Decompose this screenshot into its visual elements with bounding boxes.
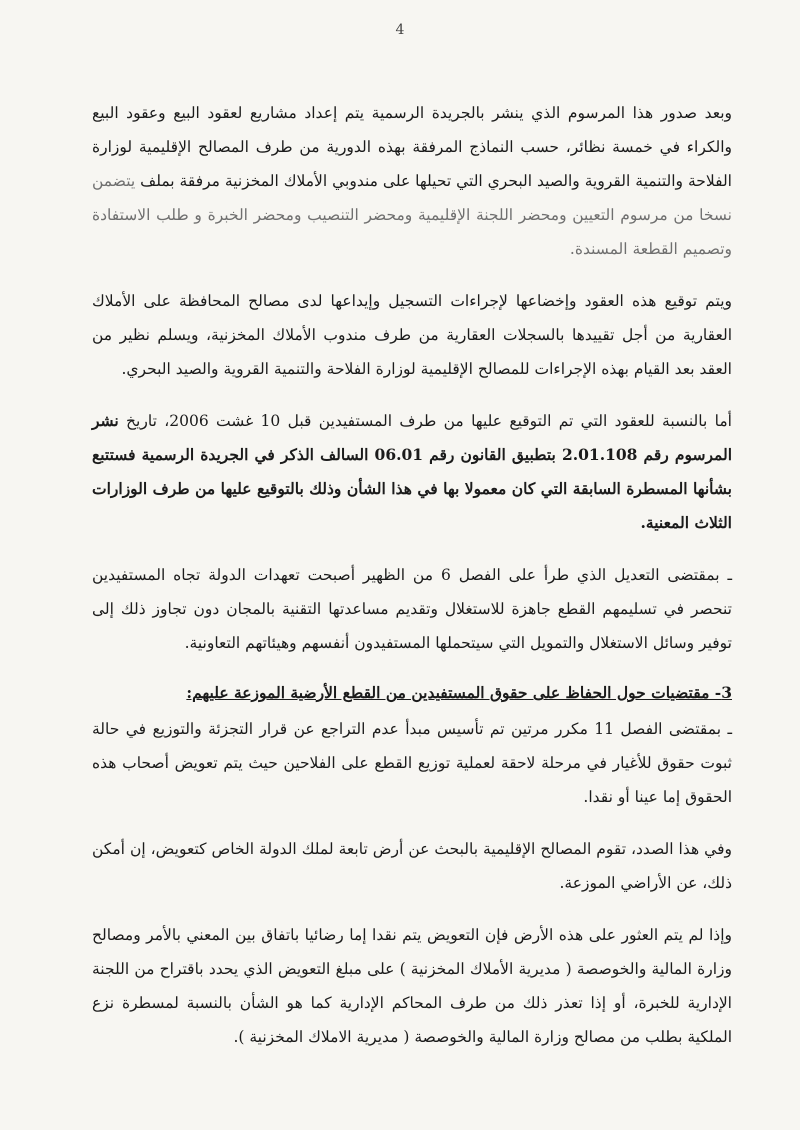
section-heading: 3- مقتضيات حول الحفاظ على حقوق المستفيدين من القطع الأرضية الموزعة عليهم: [186, 683, 732, 702]
page-number: 4 [395, 22, 405, 38]
paragraph-non-reversal-principle: ـ بمقتضى الفصل 11 مكرر مرتين تم تأسيس مبدأ عدم التراجع عن قرار التجزئة والتوزيع في حالة ثبوت حقوق للأغيار في مرحلة لاحقة لعملية توزيع القطع على الفلاحين حيث يتم تعويض أصحاب هذه الحقوق إما عينا أو نقدا. [92, 720, 732, 806]
paragraph-intro-text: أما بالنسبة للعقود التي تم التوقيع عليها من طرف المستفيدين قبل 10 غشت 2006، تاريخ [126, 412, 732, 430]
faded-text-line: يتضمن نسخا من مرسوم التعيين ومحضر اللجنة الإقليمية ومحضر التنصيب ومحضر الخبرة و طلب [92, 172, 732, 224]
paragraph-cash-compensation: وإذا لم يتم العثور على هذه الأرض فإن التعويض يتم نقدا إما رضائيا باتفاق بين المعني بالأمر ومصالح وزارة المالية والخوصصة ( مديرية الأملاك المخزنية ) على مبلغ التعويض الذي يحدد باقتراح من اللجنة الإدارية للخبرة، أو إذا تعذر ذلك من طرف المحاكم الإدارية كما هو الشأن بالنسبة لمسطرة نزع الملكية بطلب من مصالح وزارة المالية والخوصصة ( مديرية الاملاك المخزنية ). [92, 926, 732, 1046]
text-line: وبعد صدور هذا المرسوم الذي ينشر بالجريدة الرسمية يتم إعداد مشاريع لعقود البيع وعقود البيع [92, 104, 732, 122]
paragraph-previous-contracts [92, 404, 732, 540]
text-line: الفلاحة والتنمية القروية والصيد البحري التي تحيلها على مندوبي الأملاك المخزنية مرفقة بملف [140, 172, 732, 190]
paragraph-state-commitments: ـ بمقتضى التعديل الذي طرأ على الفصل 6 من الظهير أصبحت تعهدات الدولة تجاه المستفيدين تنحصر في تسليمهم القطع جاهزة للاستغلال وتقديم مساعدتها التقنية بالمجان دون تجاوز ذلك إلى توفير وسائل الاستغلال والتمويل التي سيتحملها المستفيدون أنفسهم وهيئاتهم التعاونية. [92, 566, 732, 652]
paragraph-contracts-preparation [92, 96, 732, 266]
faded-text-line: الاستفادة وتصميم القطعة المسندة. [92, 206, 732, 258]
document-body [92, 96, 732, 1072]
paragraph-bold-text: نشر المرسوم رقم 2.01.108 بتطبيق القانون رقم 06.01 السالف الذكر في الجريدة الرسمية فستتبع بشأنها المسطرة السابقة التي كان معمولا بها في هذا الشأن وذلك بالتوقيع عليها من طرف الوزارات الثلاث المعنية. [92, 411, 732, 532]
text-line: والكراء في خمسة نظائر، حسب النماذج المرفقة بهذه الدورية من طرف المصالح الإقليمية لوزارة [92, 138, 732, 156]
paragraph-contracts-signing: ويتم توقيع هذه العقود وإخضاعها لإجراءات التسجيل وإيداعها لدى مصالح المحافظة على الأملاك العقارية من أجل تقييدها بالسجلات العقارية من طرف مندوب الأملاك المخزنية، ويسلم نظير من العقد بعد القيام بهذه الإجراءات للمصالح الإقليمية لوزارة الفلاحة والتنمية القروية والصيد البحري. [92, 292, 732, 378]
paragraph-land-compensation: وفي هذا الصدد، تقوم المصالح الإقليمية بالبحث عن أرض تابعة لملك الدولة الخاص كتعويض، إن أمكن ذلك، عن الأراضي الموزعة. [92, 840, 732, 892]
